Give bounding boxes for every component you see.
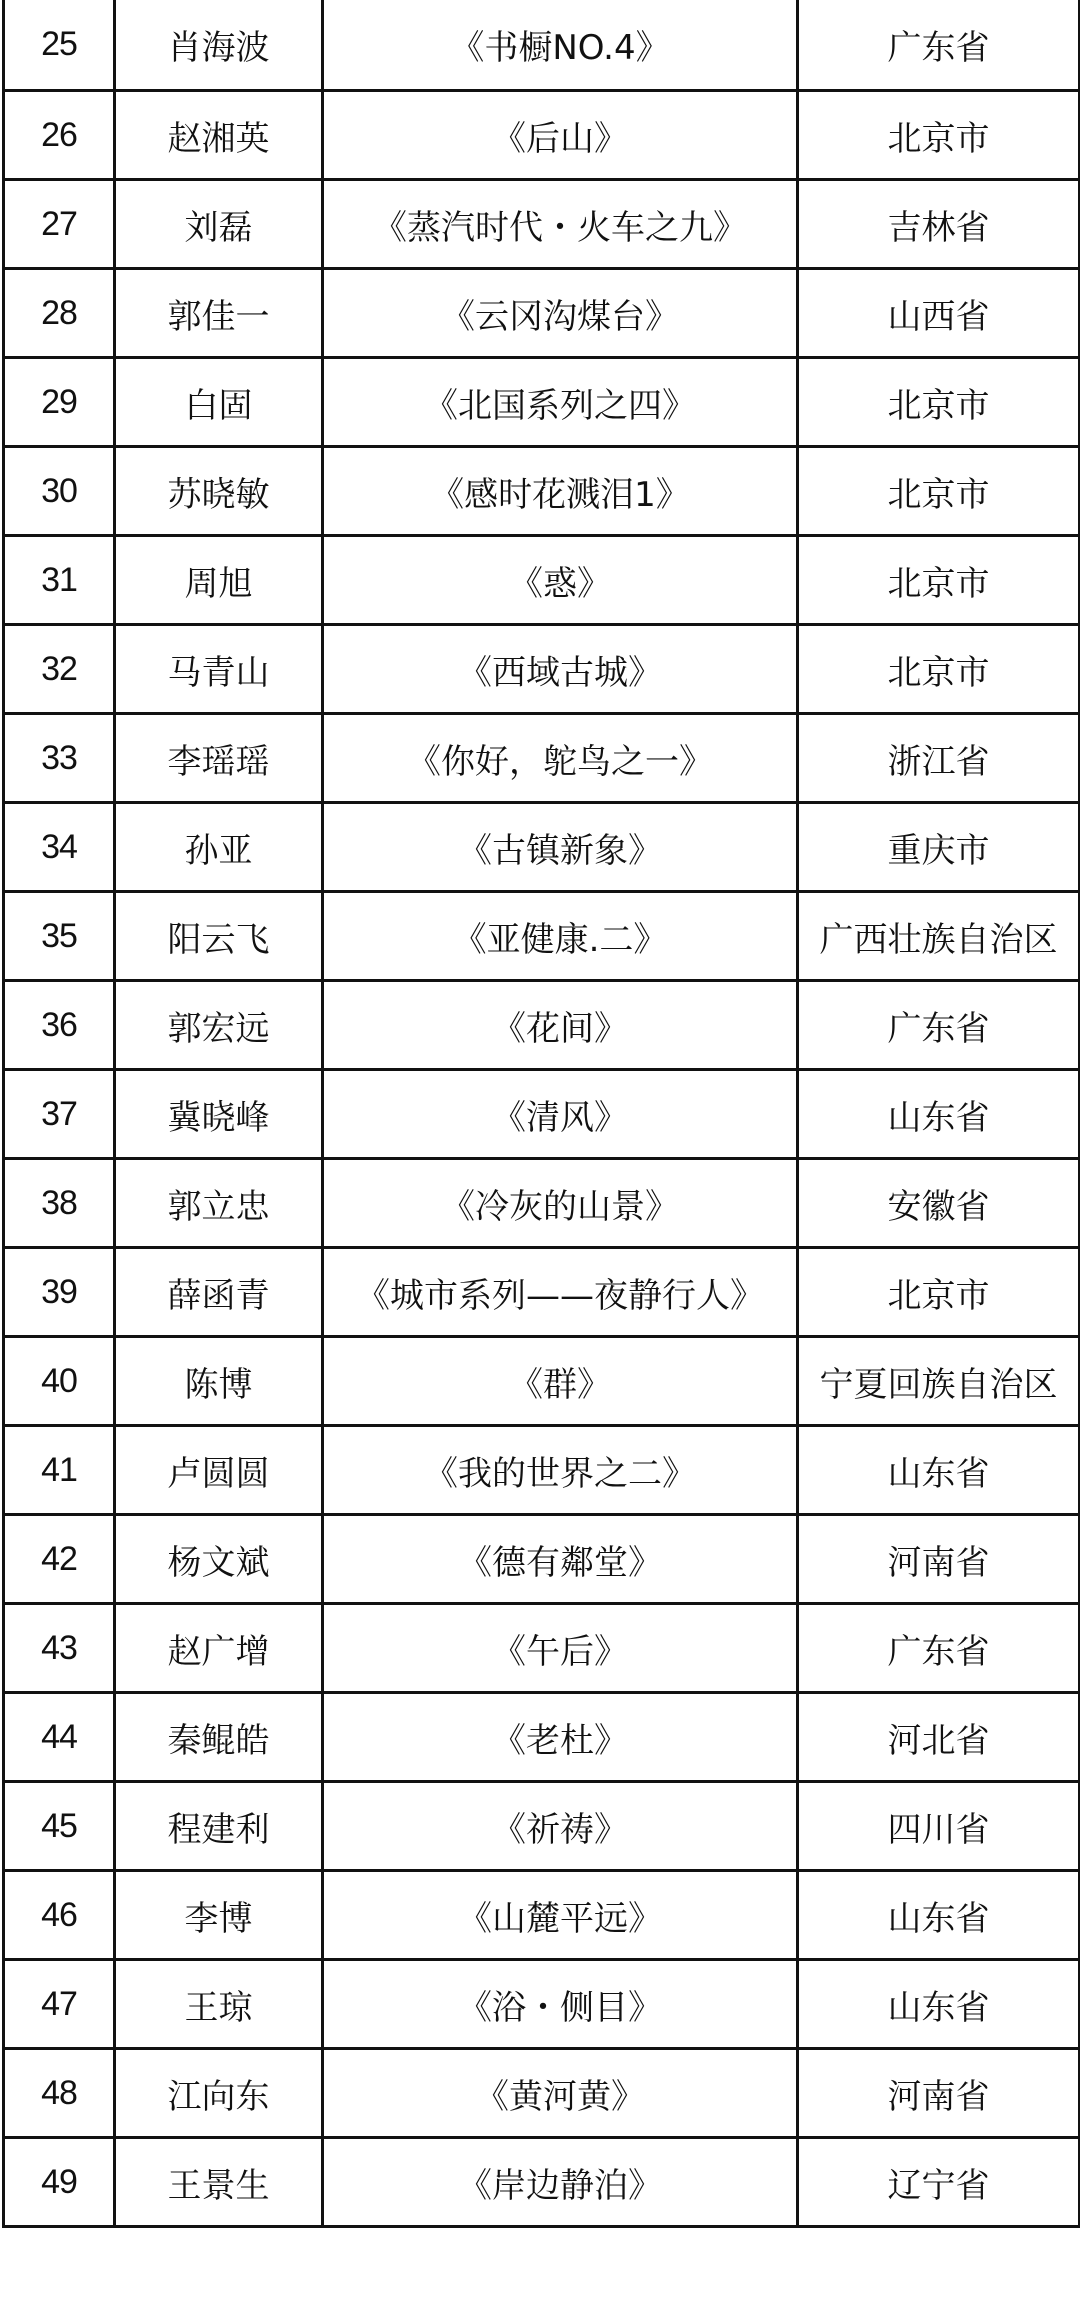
work-title-cell: 《黄河黄》 — [323, 2049, 798, 2138]
table-row — [4, 1782, 1080, 1871]
work-title-cell: 《西域古城》 — [323, 625, 798, 714]
artist-name-cell: 卢圆圆 — [115, 1426, 323, 1515]
table-row — [4, 2049, 1080, 2138]
artist-name-cell: 秦鲲皓 — [115, 1693, 323, 1782]
artist-name-cell: 江向东 — [115, 2049, 323, 2138]
row-number-cell: 26 — [4, 91, 115, 180]
region-cell: 辽宁省 — [798, 2138, 1080, 2227]
row-number-cell: 37 — [4, 1070, 115, 1159]
work-title-cell: 《德有鄰堂》 — [323, 1515, 798, 1604]
artist-name-cell: 冀晓峰 — [115, 1070, 323, 1159]
work-title-cell: 《岸边静泊》 — [323, 2138, 798, 2227]
table-row — [4, 1960, 1080, 2049]
table-row — [4, 714, 1080, 803]
row-number-cell: 25 — [4, 0, 115, 91]
work-title-cell: 《群》 — [323, 1337, 798, 1426]
work-title-cell: 《后山》 — [323, 91, 798, 180]
region-cell: 山东省 — [798, 1070, 1080, 1159]
artist-name-cell: 王景生 — [115, 2138, 323, 2227]
artist-name-cell: 郭立忠 — [115, 1159, 323, 1248]
work-title-cell: 《亚健康.二》 — [323, 892, 798, 981]
artist-name-cell: 赵湘英 — [115, 91, 323, 180]
artist-name-cell: 郭宏远 — [115, 981, 323, 1070]
region-cell: 山东省 — [798, 1871, 1080, 1960]
row-number-cell: 49 — [4, 2138, 115, 2227]
artist-name-cell: 马青山 — [115, 625, 323, 714]
row-number-cell: 46 — [4, 1871, 115, 1960]
row-number-cell: 38 — [4, 1159, 115, 1248]
row-number-cell: 31 — [4, 536, 115, 625]
artist-name-cell: 孙亚 — [115, 803, 323, 892]
work-title-cell: 《祈祷》 — [323, 1782, 798, 1871]
region-cell: 重庆市 — [798, 803, 1080, 892]
table-row — [4, 892, 1080, 981]
table-row — [4, 1159, 1080, 1248]
region-cell: 山东省 — [798, 1426, 1080, 1515]
table-row — [4, 358, 1080, 447]
work-title-cell: 《北国系列之四》 — [323, 358, 798, 447]
table-row — [4, 180, 1080, 269]
table-row — [4, 803, 1080, 892]
region-cell: 四川省 — [798, 1782, 1080, 1871]
row-number-cell: 30 — [4, 447, 115, 536]
roster-table — [2, 0, 1080, 2228]
row-number-cell: 33 — [4, 714, 115, 803]
table-row — [4, 1248, 1080, 1337]
region-cell: 广西壮族自治区 — [798, 892, 1080, 981]
artist-name-cell: 肖海波 — [115, 0, 323, 91]
work-title-cell: 《城市系列——夜静行人》 — [323, 1248, 798, 1337]
work-title-cell: 《浴・侧目》 — [323, 1960, 798, 2049]
table-row — [4, 536, 1080, 625]
table-row — [4, 1515, 1080, 1604]
row-number-cell: 42 — [4, 1515, 115, 1604]
table-row — [4, 625, 1080, 714]
region-cell: 北京市 — [798, 625, 1080, 714]
region-cell: 山东省 — [798, 1960, 1080, 2049]
region-cell: 广东省 — [798, 0, 1080, 91]
region-cell: 北京市 — [798, 1248, 1080, 1337]
row-number-cell: 35 — [4, 892, 115, 981]
artist-name-cell: 李瑶瑶 — [115, 714, 323, 803]
region-cell: 北京市 — [798, 91, 1080, 180]
artist-name-cell: 李博 — [115, 1871, 323, 1960]
row-number-cell: 27 — [4, 180, 115, 269]
region-cell: 河南省 — [798, 2049, 1080, 2138]
work-title-cell: 《古镇新象》 — [323, 803, 798, 892]
table-row — [4, 269, 1080, 358]
work-title-cell: 《你好，鸵鸟之一》 — [323, 714, 798, 803]
row-number-cell: 34 — [4, 803, 115, 892]
artist-name-cell: 刘磊 — [115, 180, 323, 269]
table-row — [4, 1871, 1080, 1960]
region-cell: 广东省 — [798, 981, 1080, 1070]
row-number-cell: 43 — [4, 1604, 115, 1693]
work-title-cell: 《惑》 — [323, 536, 798, 625]
table-row — [4, 1070, 1080, 1159]
work-title-cell: 《蒸汽时代・火车之九》 — [323, 180, 798, 269]
artist-name-cell: 阳云飞 — [115, 892, 323, 981]
artist-name-cell: 杨文斌 — [115, 1515, 323, 1604]
row-number-cell: 28 — [4, 269, 115, 358]
work-title-cell: 《感时花溅泪1》 — [323, 447, 798, 536]
region-cell: 广东省 — [798, 1604, 1080, 1693]
region-cell: 浙江省 — [798, 714, 1080, 803]
table-row — [4, 2138, 1080, 2227]
artist-name-cell: 郭佳一 — [115, 269, 323, 358]
work-title-cell: 《我的世界之二》 — [323, 1426, 798, 1515]
row-number-cell: 47 — [4, 1960, 115, 2049]
row-number-cell: 41 — [4, 1426, 115, 1515]
row-number-cell: 36 — [4, 981, 115, 1070]
artist-name-cell: 王琼 — [115, 1960, 323, 2049]
region-cell: 宁夏回族自治区 — [798, 1337, 1080, 1426]
artist-name-cell: 陈博 — [115, 1337, 323, 1426]
region-cell: 吉林省 — [798, 180, 1080, 269]
table-row — [4, 1426, 1080, 1515]
region-cell: 北京市 — [798, 447, 1080, 536]
work-title-cell: 《云冈沟煤台》 — [323, 269, 798, 358]
table-row — [4, 0, 1080, 91]
row-number-cell: 39 — [4, 1248, 115, 1337]
region-cell: 山西省 — [798, 269, 1080, 358]
work-title-cell: 《书橱NO.4》 — [323, 0, 798, 91]
roster-table-body — [4, 0, 1080, 2227]
region-cell: 北京市 — [798, 536, 1080, 625]
row-number-cell: 44 — [4, 1693, 115, 1782]
region-cell: 河南省 — [798, 1515, 1080, 1604]
row-number-cell: 40 — [4, 1337, 115, 1426]
artist-name-cell: 白固 — [115, 358, 323, 447]
work-title-cell: 《清风》 — [323, 1070, 798, 1159]
row-number-cell: 45 — [4, 1782, 115, 1871]
artist-name-cell: 周旭 — [115, 536, 323, 625]
row-number-cell: 29 — [4, 358, 115, 447]
table-row — [4, 1693, 1080, 1782]
table-row — [4, 981, 1080, 1070]
artist-name-cell: 赵广增 — [115, 1604, 323, 1693]
table-row — [4, 91, 1080, 180]
row-number-cell: 48 — [4, 2049, 115, 2138]
work-title-cell: 《老杜》 — [323, 1693, 798, 1782]
table-row — [4, 1337, 1080, 1426]
table-row — [4, 447, 1080, 536]
table-row — [4, 1604, 1080, 1693]
work-title-cell: 《午后》 — [323, 1604, 798, 1693]
region-cell: 安徽省 — [798, 1159, 1080, 1248]
work-title-cell: 《山麓平远》 — [323, 1871, 798, 1960]
region-cell: 北京市 — [798, 358, 1080, 447]
work-title-cell: 《冷灰的山景》 — [323, 1159, 798, 1248]
artist-name-cell: 苏晓敏 — [115, 447, 323, 536]
row-number-cell: 32 — [4, 625, 115, 714]
artist-name-cell: 薛函青 — [115, 1248, 323, 1337]
work-title-cell: 《花间》 — [323, 981, 798, 1070]
region-cell: 河北省 — [798, 1693, 1080, 1782]
artist-name-cell: 程建利 — [115, 1782, 323, 1871]
